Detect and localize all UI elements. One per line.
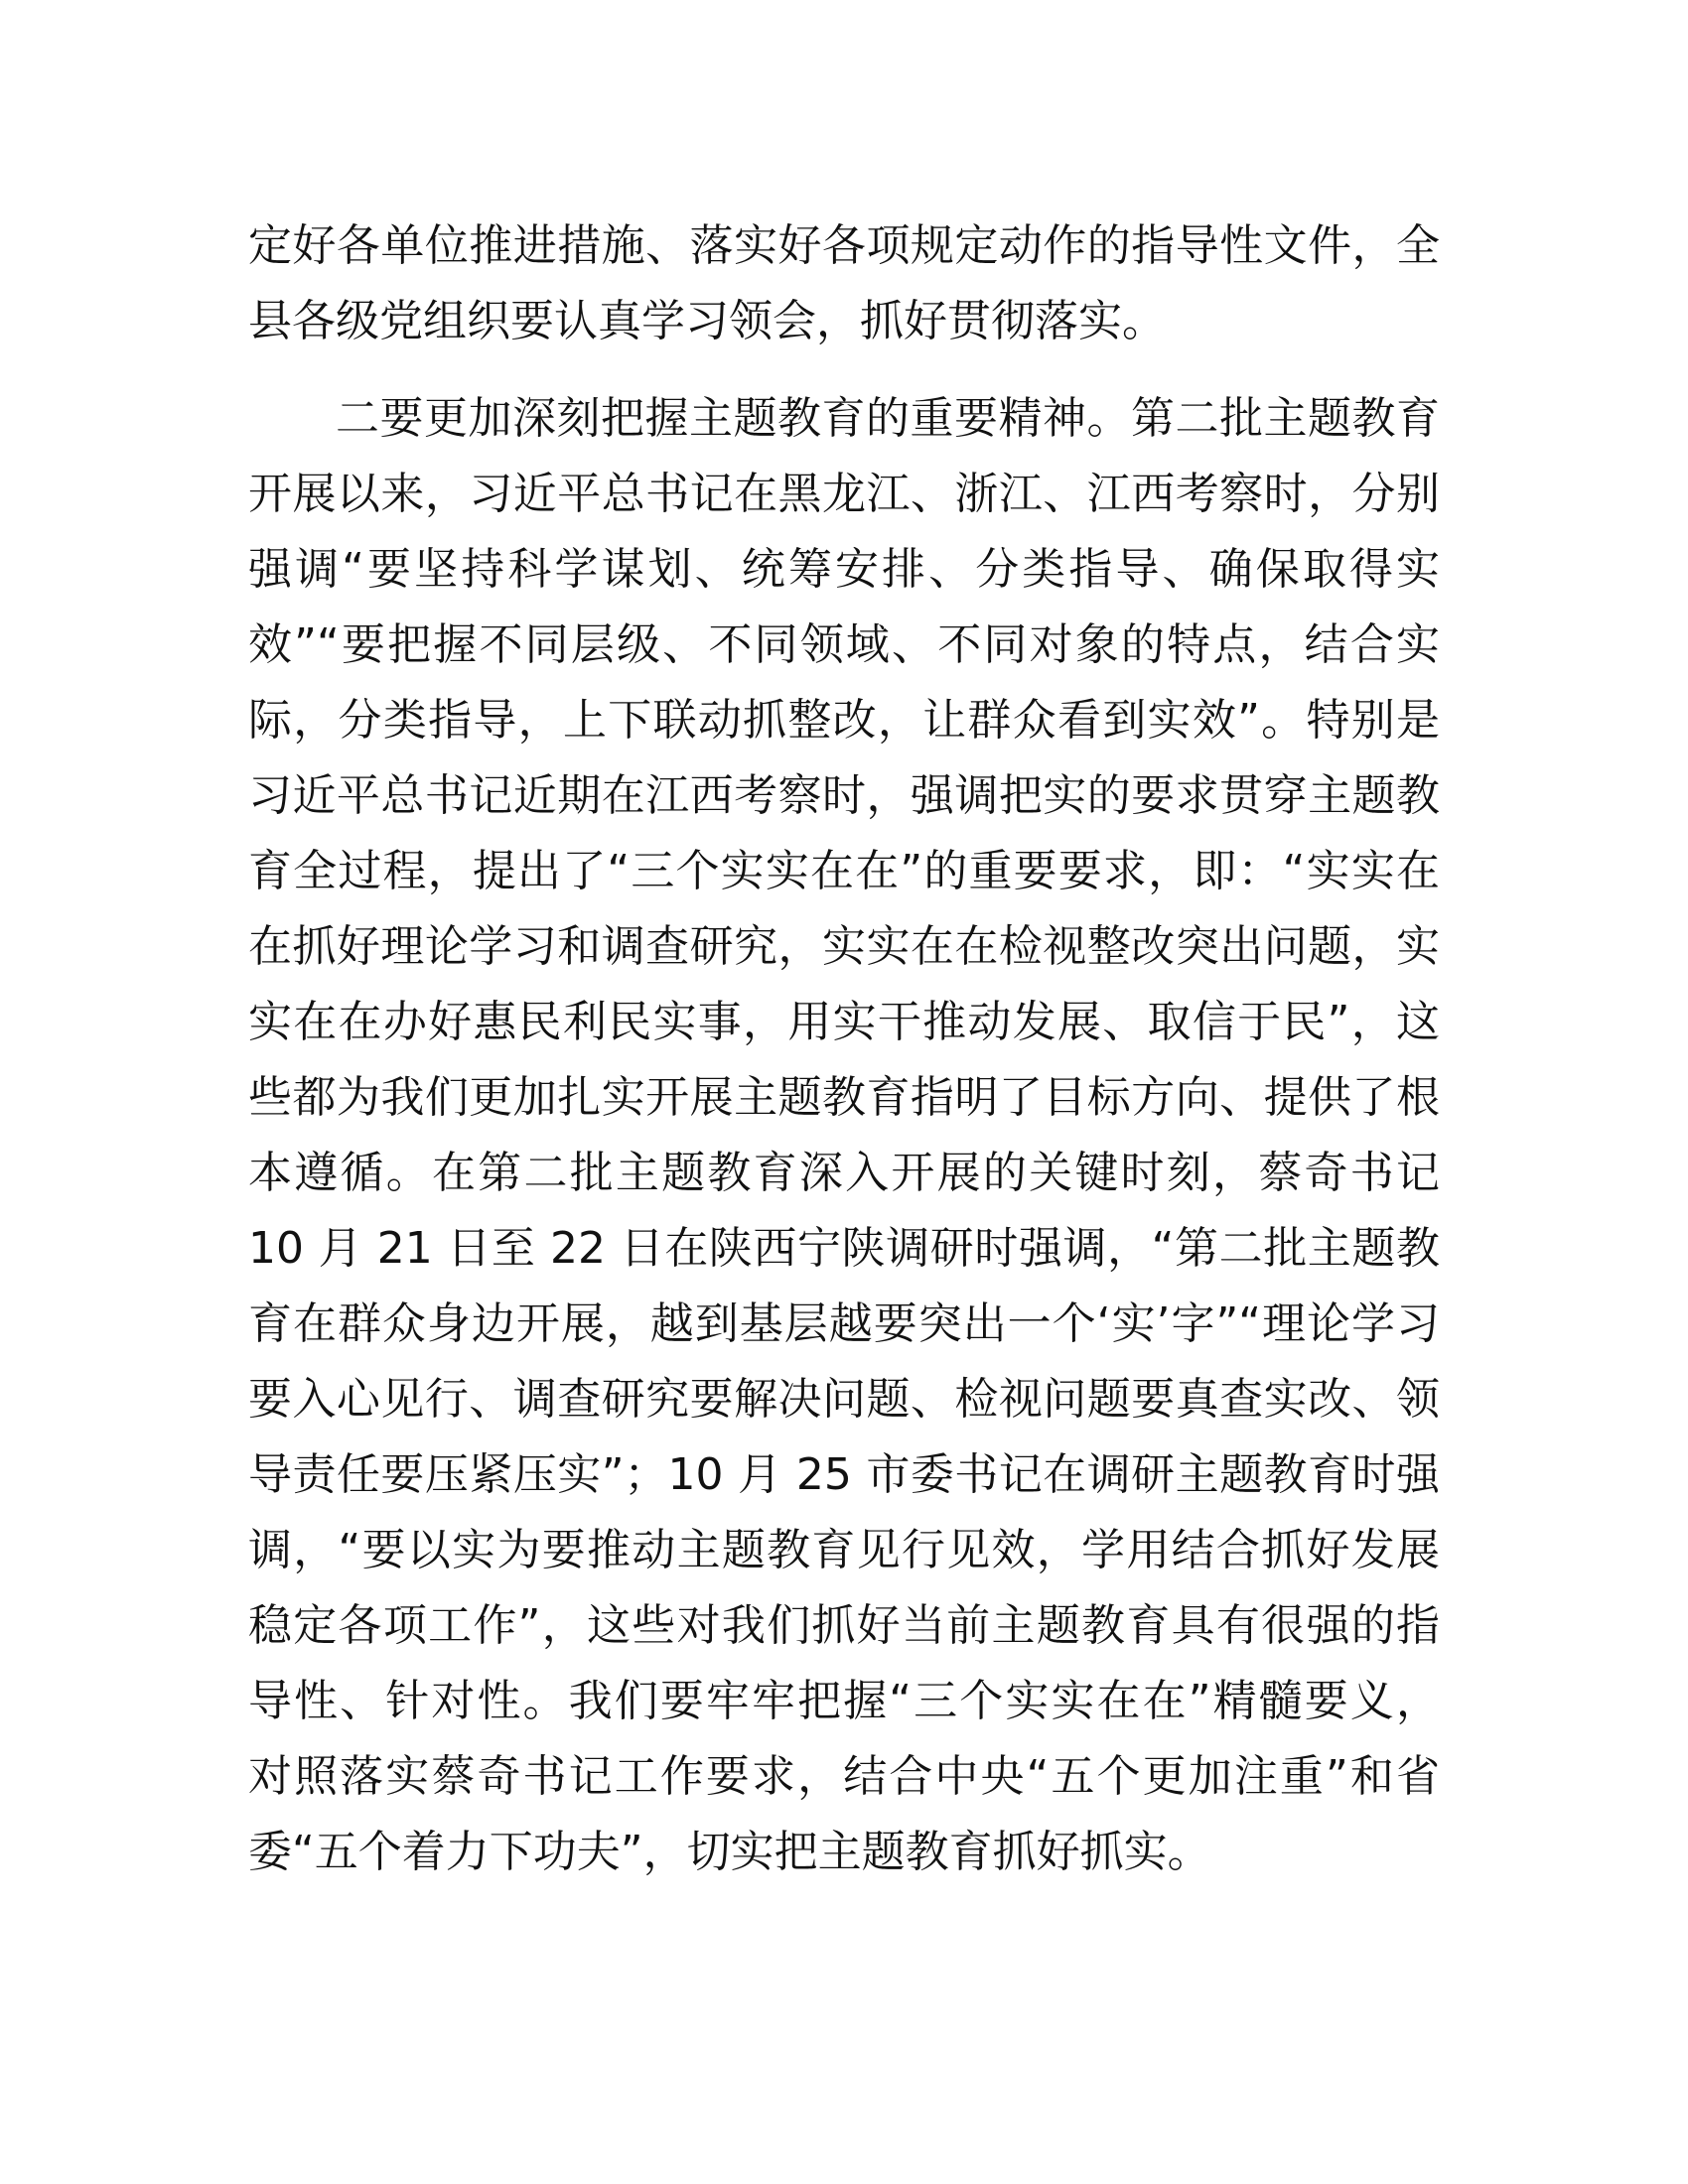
paragraph-line: 际，分类指导，上下联动抓整改，让群众看到实效”。特别是 — [248, 695, 1440, 746]
paragraph-line: 调，“要以实为要推动主题教育见行见效，学用结合抓好发展 — [248, 1525, 1440, 1575]
paragraph-line: 二要更加深刻把握主题教育的重要精神。第二批主题教育 — [336, 393, 1440, 444]
paragraph-line: 育全过程，提出了“三个实实在在”的重要要求，即：“实实在 — [248, 846, 1440, 896]
paragraph-line: 效”“要把握不同层级、不同领域、不同对象的特点，结合实 — [248, 619, 1440, 670]
paragraph-line: 实在在办好惠民利民实事，用实干推动发展、取信于民”，这 — [248, 997, 1440, 1047]
paragraph-line: 习近平总书记近期在江西考察时，强调把实的要求贯穿主题教 — [248, 770, 1440, 821]
paragraph-line: 对照落实蔡奇书记工作要求，结合中央“五个更加注重”和省 — [248, 1751, 1440, 1802]
paragraph-line: 本遵循。在第二批主题教育深入开展的关键时刻，蔡奇书记 — [248, 1148, 1440, 1198]
paragraph-line: 县各级党组织要认真学习领会，抓好贯彻落实。 — [248, 296, 1166, 346]
paragraph-line: 些都为我们更加扎实开展主题教育指明了目标方向、提供了根 — [248, 1072, 1440, 1123]
paragraph-line: 稳定各项工作”，这些对我们抓好当前主题教育具有很强的指 — [248, 1600, 1440, 1651]
paragraph-line: 开展以来，习近平总书记在黑龙江、浙江、江西考察时，分别 — [248, 469, 1440, 519]
paragraph-line: 在抓好理论学习和调查研究，实实在在检视整改突出问题，实 — [248, 921, 1440, 972]
paragraph-line: 10 月 21 日至 22 日在陕西宁陕调研时强调，“第二批主题教 — [248, 1223, 1440, 1274]
paragraph-2 — [248, 381, 1440, 1890]
paragraph-line: 委“五个着力下功夫”，切实把主题教育抓好抓实。 — [248, 1827, 1211, 1877]
paragraph-line: 强调“要坚持科学谋划、统筹安排、分类指导、确保取得实 — [248, 544, 1440, 595]
paragraph-line: 定好各单位推进措施、落实好各项规定动作的指导性文件，全 — [248, 220, 1440, 271]
paragraph-line: 育在群众身边开展，越到基层越要突出一个‘实’字”“理论学习 — [248, 1298, 1440, 1349]
paragraph-line: 导性、针对性。我们要牢牢把握“三个实实在在”精髓要义， — [248, 1676, 1440, 1726]
paragraph-1 — [248, 208, 1440, 359]
paragraph-line: 要入心见行、调查研究要解决问题、检视问题要真查实改、领 — [248, 1374, 1440, 1425]
paragraph-line: 导责任要压紧压实”；10 月 25 市委书记在调研主题教育时强 — [248, 1449, 1440, 1500]
